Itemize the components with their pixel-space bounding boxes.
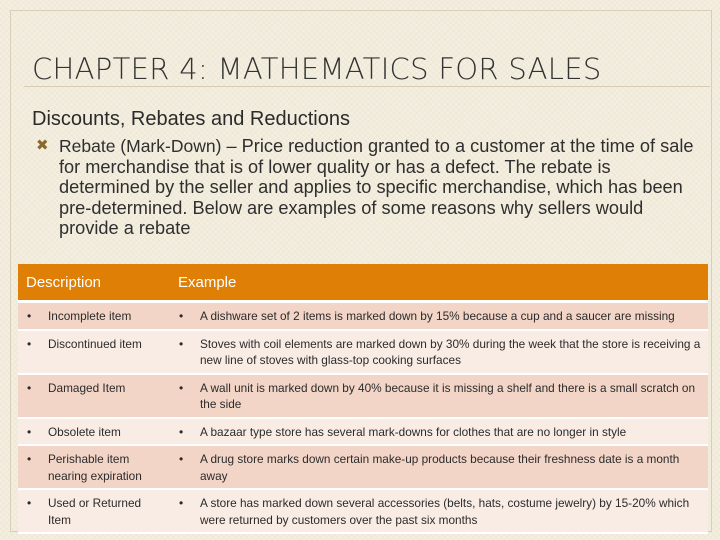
row-example: A wall unit is marked down by 40% because it is missing a shelf and there is a small scratch on the side: [200, 380, 696, 411]
dot-bullet-icon: •: [27, 452, 32, 466]
dot-bullet-icon: •: [27, 309, 32, 323]
column-header-description: Description: [18, 264, 170, 302]
rebate-definition-text: [59, 136, 696, 239]
row-example: Stoves with coil elements are marked down by 30% during the week that the store is receiving a new line of stoves with glass-top cooking surfaces: [200, 336, 701, 367]
dot-bullet-icon: •: [179, 336, 184, 351]
dot-bullet-icon: •: [179, 424, 184, 439]
table-row: [18, 302, 708, 330]
dot-bullet-icon: •: [27, 380, 32, 395]
row-example: A bazaar type store has several mark-downs for clothes that are no longer in style: [200, 424, 627, 439]
dot-bullet-icon: •: [179, 452, 184, 466]
row-example: A drug store marks down certain make-up products because their freshness date is a month away: [200, 452, 680, 483]
slide-title: CHAPTER 4: MATHEMATICS FOR SALES: [32, 52, 602, 86]
dot-bullet-icon: •: [179, 496, 184, 510]
slide-subtitle: Discounts, Rebates and Reductions: [32, 108, 350, 130]
row-description: Incomplete item: [48, 309, 132, 323]
table-row: [18, 374, 708, 418]
table-row: [18, 489, 708, 533]
row-description: Perishable item nearing expiration: [48, 452, 142, 483]
table-header-row: [18, 264, 708, 302]
table-row: [18, 445, 708, 489]
title-divider: [24, 86, 710, 87]
dot-bullet-icon: •: [179, 309, 184, 323]
row-example: A dishware set of 2 items is marked down by 15% because a cup and a saucer are missing: [200, 309, 675, 323]
rebate-term: Rebate (Mark-Down): [59, 136, 222, 156]
row-example: A store has marked down several accessories (belts, hats, costume jewelry) by 15-20% which were returned by customers over the past six months: [200, 496, 690, 527]
x-mark-bullet-icon: ✖: [36, 137, 49, 154]
rebate-examples-table: [18, 264, 708, 534]
rebate-definition: [36, 136, 696, 239]
table-row: [18, 330, 708, 374]
row-description: Obsolete item: [48, 424, 121, 439]
row-description: Damaged Item: [48, 380, 126, 395]
rebate-description: – Price reduction granted to a customer at the time of sale for merchandise that is of lower quality or has a defect. The rebate is determined by the seller and applies to specific merchandise, which has been pre-determined. Below are examples of some reasons why sellers would provide a rebate: [59, 136, 694, 238]
table-row: [18, 418, 708, 446]
dot-bullet-icon: •: [179, 380, 184, 395]
dot-bullet-icon: •: [27, 424, 32, 439]
column-header-example: Example: [170, 264, 708, 302]
row-description: Discontinued item: [48, 336, 142, 351]
dot-bullet-icon: •: [27, 336, 32, 351]
row-description: Used or Returned Item: [48, 496, 142, 527]
dot-bullet-icon: •: [27, 496, 32, 510]
